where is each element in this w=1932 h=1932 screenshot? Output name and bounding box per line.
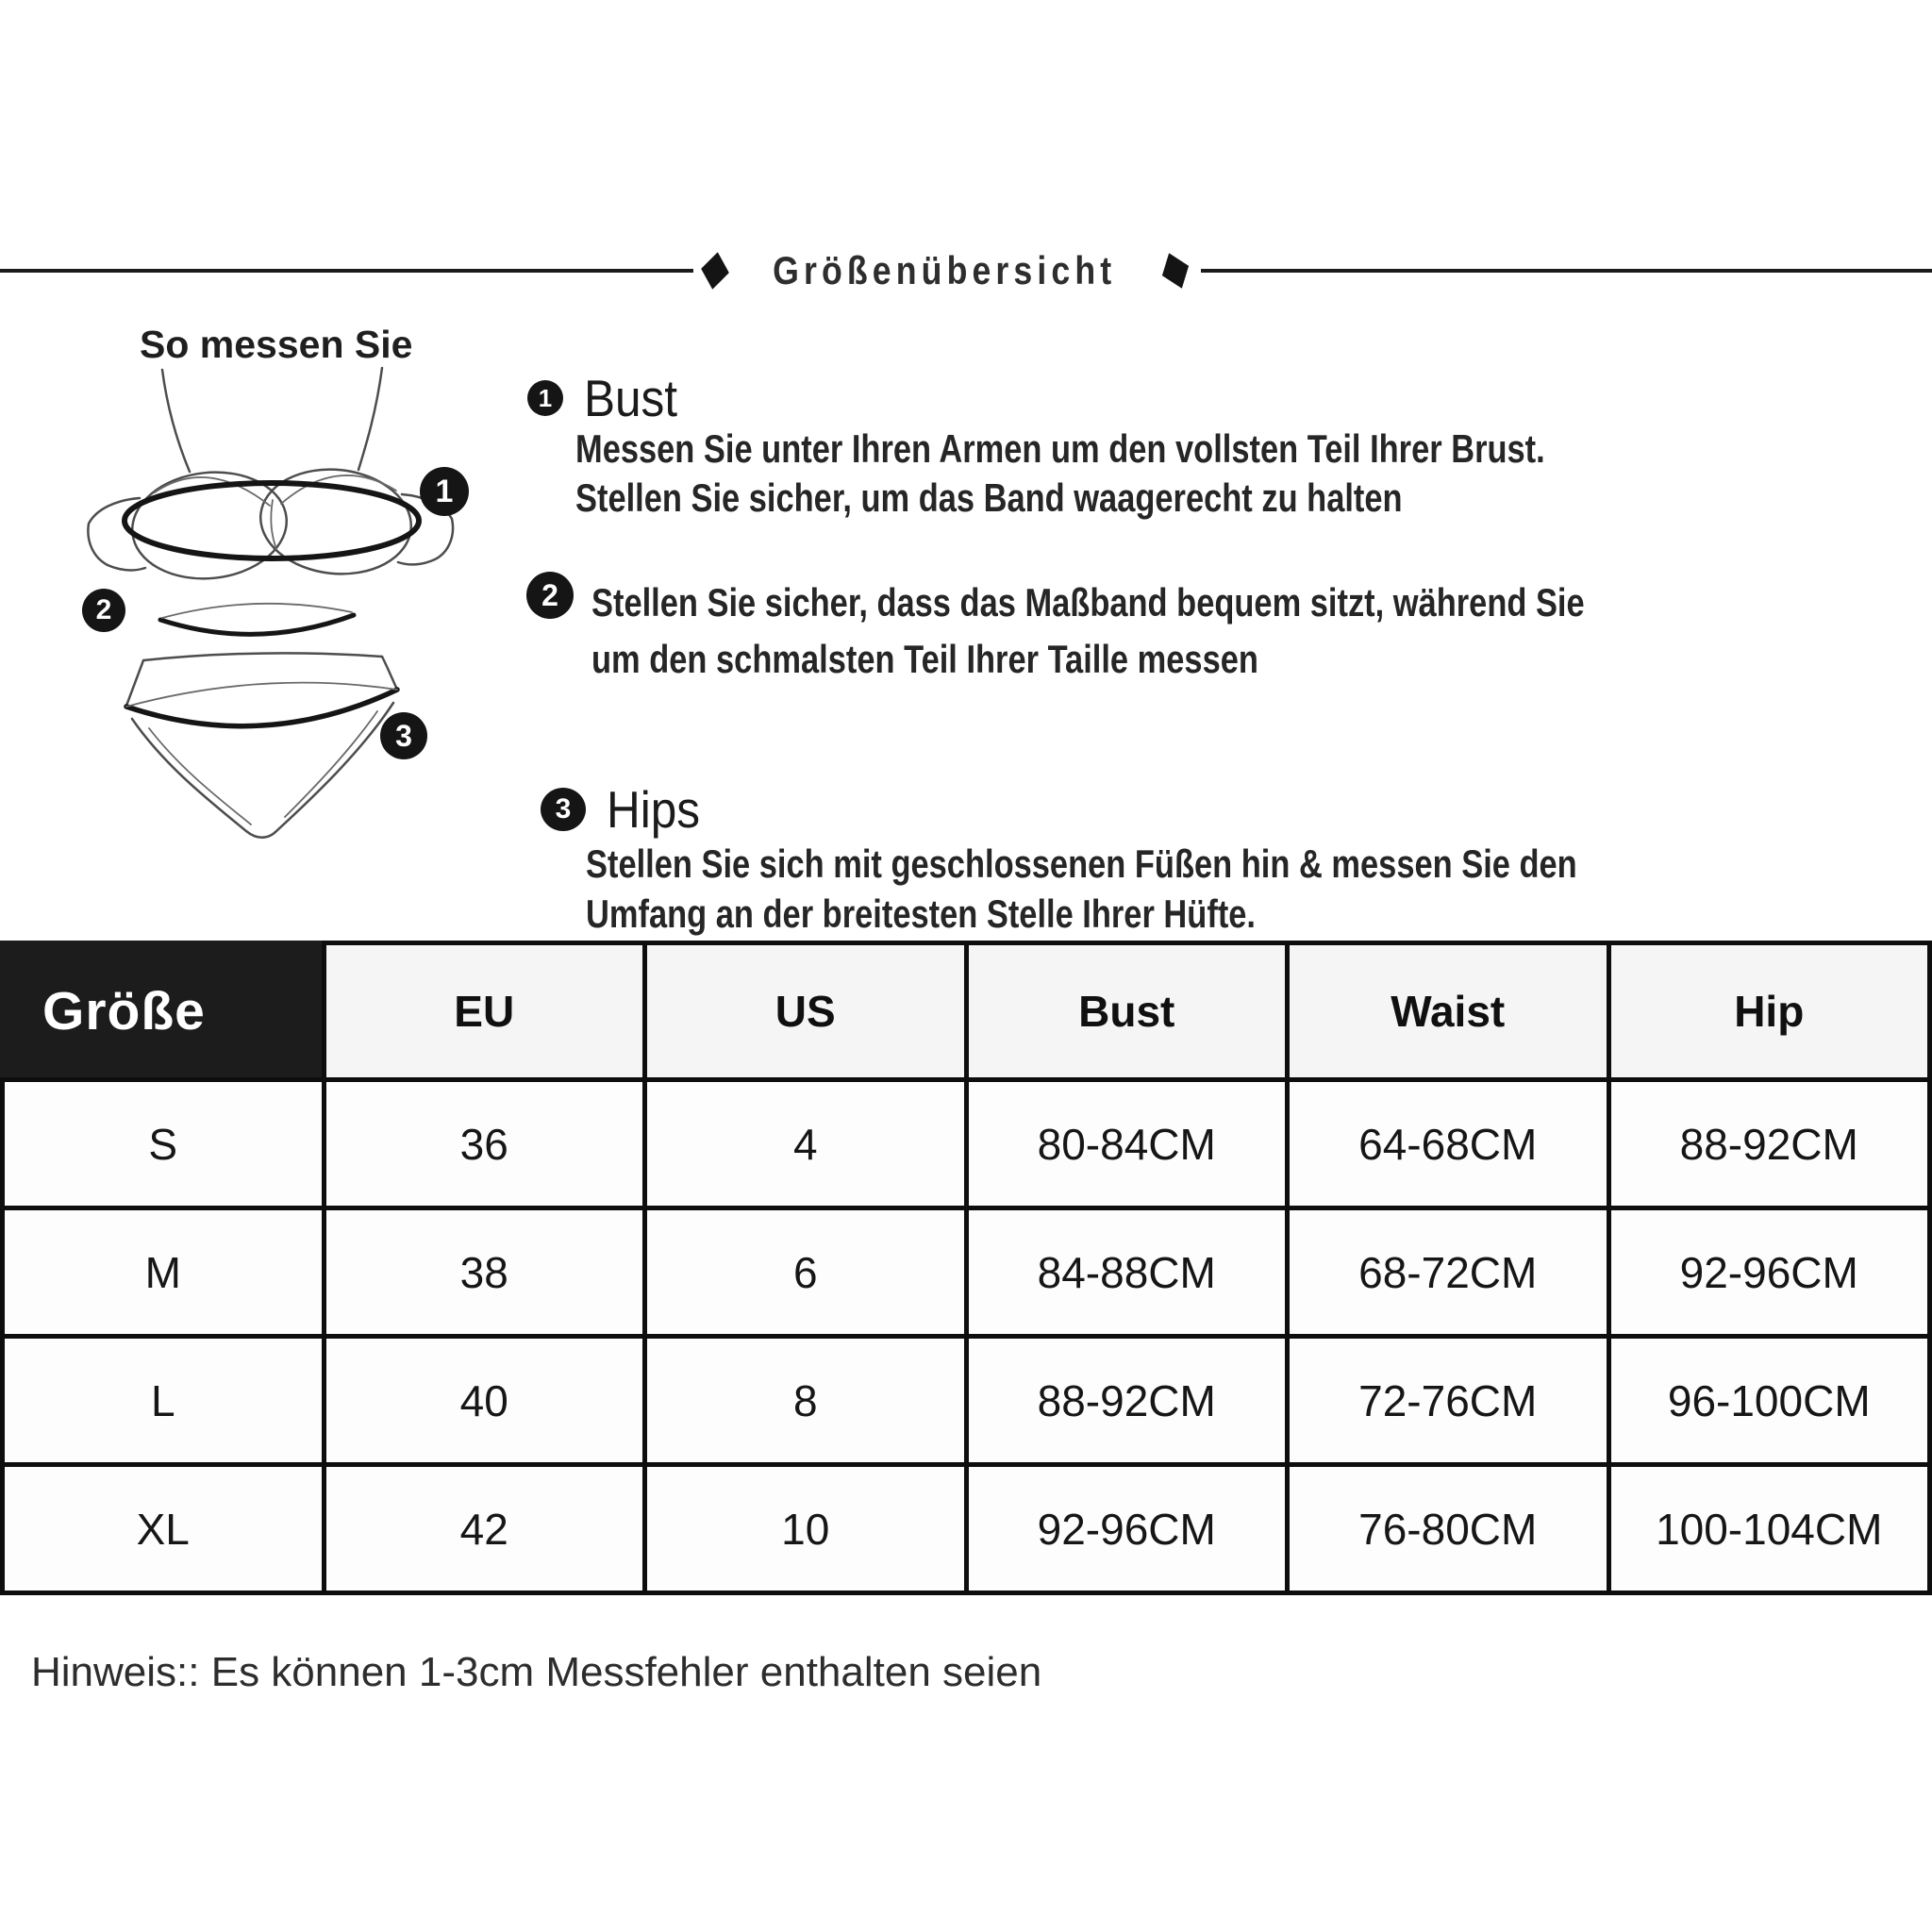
table-header-us: US [645, 943, 967, 1080]
table-header-bust: Bust [966, 943, 1288, 1080]
cell-bust: 84-88CM [966, 1208, 1288, 1337]
cell-bust: 80-84CM [966, 1080, 1288, 1208]
table-row-l [3, 1337, 1930, 1465]
divider-line-right [1201, 269, 1932, 273]
section-3-line-1: Stellen Sie sich mit geschlossenen Füßen hin & messen Sie den [586, 841, 1577, 886]
waist-tape-drawing [160, 604, 354, 635]
measure-point-3-badge: 3 [380, 712, 427, 759]
cell-us: 8 [645, 1337, 967, 1465]
cell-us: 6 [645, 1208, 967, 1337]
section-bust-heading-row [527, 368, 688, 428]
cell-hip: 92-96CM [1608, 1208, 1930, 1337]
section-2-line-1: Stellen Sie sicher, dass das Maßband bequem sitzt, während Sie [591, 580, 1585, 625]
size-table-header-row [3, 943, 1930, 1080]
table-row-xl [3, 1465, 1930, 1593]
measure-point-1-badge: 1 [420, 467, 469, 516]
cell-size: XL [3, 1465, 325, 1593]
cell-us: 4 [645, 1080, 967, 1208]
section-1-description [575, 425, 1545, 523]
section-3-badge: 3 [541, 788, 586, 831]
section-3-line-2: Umfang an der breitesten Stelle Ihrer Hüfte. [586, 891, 1257, 936]
waist-measuring-band [160, 615, 354, 634]
section-3-description [586, 839, 1577, 939]
measurement-tolerance-note: Hinweis:: Es können 1-3cm Messfehler enthalten seien [31, 1649, 1042, 1695]
bikini-bottom-drawing [126, 653, 397, 837]
divider-line-left [0, 269, 693, 273]
cell-waist: 76-80CM [1288, 1465, 1609, 1593]
cell-waist: 64-68CM [1288, 1080, 1609, 1208]
cell-bust: 88-92CM [966, 1337, 1288, 1465]
section-1-heading: Bust [584, 369, 678, 427]
section-1-badge: 1 [527, 380, 563, 416]
diamond-icon [1156, 248, 1195, 293]
cell-bust: 92-96CM [966, 1465, 1288, 1593]
section-1-line-1: Messen Sie unter Ihren Armen um den vollsten Teil Ihrer Brust. [575, 426, 1545, 471]
cell-waist: 68-72CM [1288, 1208, 1609, 1337]
cell-size: M [3, 1208, 325, 1337]
table-header-groesse: Größe [3, 943, 325, 1080]
section-2-description [591, 575, 1585, 688]
diamond-icon [698, 250, 731, 291]
cell-size: S [3, 1080, 325, 1208]
hip-measuring-band [126, 690, 397, 726]
cell-eu: 40 [324, 1337, 645, 1465]
table-header-waist: Waist [1288, 943, 1609, 1080]
bra-drawing [88, 368, 453, 586]
cell-hip: 96-100CM [1608, 1337, 1930, 1465]
section-2-badge: 2 [526, 572, 574, 619]
section-3-heading: Hips [607, 780, 701, 839]
table-header-eu: EU [324, 943, 645, 1080]
section-1-line-2: Stellen Sie sicher, um das Band waagerecht zu halten [575, 475, 1403, 520]
cell-eu: 42 [324, 1465, 645, 1593]
table-header-hip: Hip [1608, 943, 1930, 1080]
cell-hip: 88-92CM [1608, 1080, 1930, 1208]
cell-eu: 38 [324, 1208, 645, 1337]
size-table [0, 941, 1932, 1595]
measure-point-2-badge: 2 [82, 589, 125, 632]
section-hips-heading-row [541, 779, 710, 840]
cell-us: 10 [645, 1465, 967, 1593]
table-row-m [3, 1208, 1930, 1337]
title-divider [0, 248, 1932, 293]
cell-eu: 36 [324, 1080, 645, 1208]
cell-waist: 72-76CM [1288, 1337, 1609, 1465]
cell-size: L [3, 1337, 325, 1465]
measure-heading: So messen Sie [140, 323, 413, 366]
page-title: Größenübersicht [773, 248, 1117, 292]
table-row-s [3, 1080, 1930, 1208]
bikini-measurement-illustration [57, 358, 585, 934]
cell-hip: 100-104CM [1608, 1465, 1930, 1593]
section-2-line-2: um den schmalsten Teil Ihrer Taille messen [591, 637, 1258, 681]
